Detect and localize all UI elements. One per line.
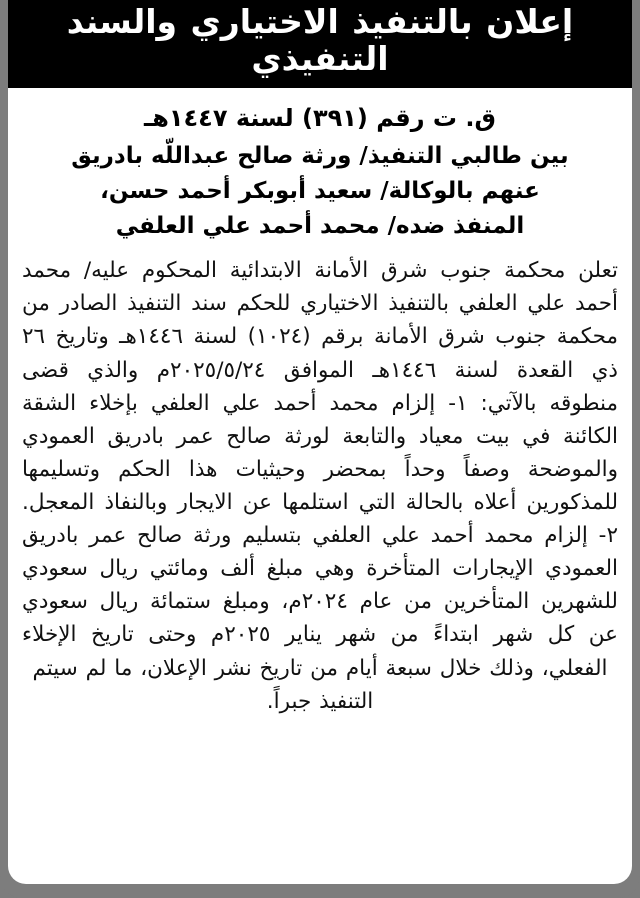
notice-title: إعلان بالتنفيذ الاختياري والسند التنفيذي xyxy=(66,2,574,78)
notice-body-paragraph xyxy=(22,254,618,718)
notice-body-main: تعلن محكمة جنوب شرق الأمانة الابتدائية المحكوم عليه/ محمد أحمد علي العلفي بالتنفيذ الاختياري للحكم سند التنفيذ الصادر من محكمة جنوب شرق الأمانة برقم (١٠٢٤) لسنة ١٤٤٦هـ وتاريخ ٢٦ ذي القعدة لسنة ١٤٤٦هـ الموافق ٢٠٢٥/٥/٢٤م والذي قضى منطوقه بالآتي: ١- إلزام محمد أحمد علي العلفي بإخلاء الشقة الكائنة في بيت معياد والتابعة لورثة صالح عمر بادريق العمودي والموضحة وصفاً وحداً بمحضر وحيثيات هذا الحكم وتسليمها للمذكورين أعلاه بالحالة التي استلمها عن الايجار وبالنفاذ المعجل. ٢- إلزام محمد أحمد علي العلفي بتسليم ورثة صالح عمر بادريق العمودي الإيجارات المتأخرة وهي مبلغ ألف ومائتي ريال سعودي للشهرين المتأخرين من عام ٢٠٢٤م، ومبلغ ستمائة ريال سعودي عن كل شهر ابتداءً من شهر يناير ٢٠٢٥م وحتى تاريخ الإخلاء الفعلي، وذلك خلال سبعة أيام من تاريخ نشر الإعلان، ما لم سيتم xyxy=(22,258,618,681)
notice-body-closing: التنفيذ جبراً. xyxy=(266,688,374,714)
respondent-line: المنفذ ضده/ محمد أحمد علي العلفي xyxy=(115,213,525,240)
notice-header-banner xyxy=(8,0,632,88)
attorney-line: عنهم بالوكالة/ سعيد أبوبكر أحمد حسن، xyxy=(100,178,540,205)
notice-subtitle-block xyxy=(8,88,632,248)
notice-body-block xyxy=(8,248,632,884)
case-number-line: ق. ت رقم (٣٩١) لسنة ١٤٤٧هـ xyxy=(144,103,496,132)
notice-sheet xyxy=(8,0,632,884)
claimants-line: بين طالبي التنفيذ/ ورثة صالح عبداللّه بادريق xyxy=(71,143,569,170)
